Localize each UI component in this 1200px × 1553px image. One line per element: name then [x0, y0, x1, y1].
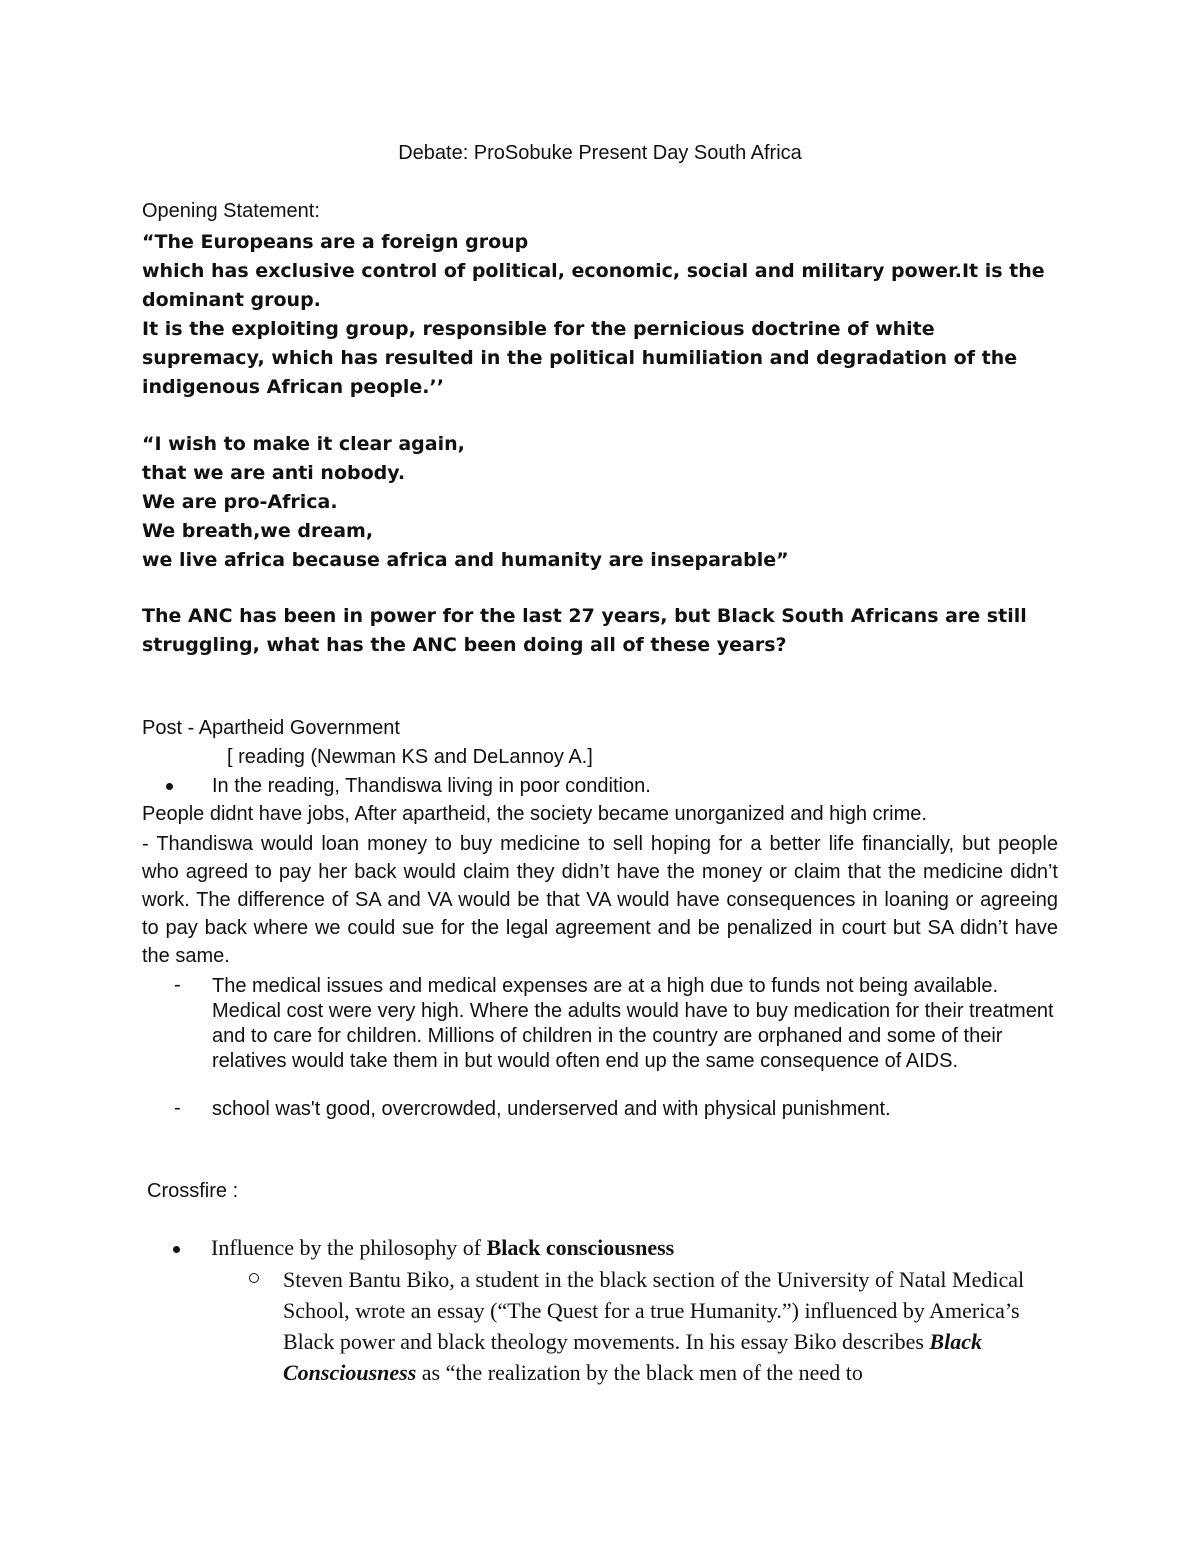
circle-bullet-icon: [249, 1273, 259, 1283]
bullet-text: In the reading, Thandiswa living in poor condition.: [212, 775, 651, 797]
medical-issues-item: The medical issues and medical expenses are at a high due to funds not being available. Medical cost were very high. Where the adults would have to buy medication for their treatment and to care for children. Millions of children in the country are orphaned and some of their relatives would take them in but would often end up the same consequence of AIDS.: [212, 975, 1054, 1072]
quote-line: supremacy, which has resulted in the political humiliation and degradation of the: [142, 347, 1018, 369]
biko-text-1: Steven Bantu Biko, a student in the black section of the University of Natal Medical School, wrote an essay (“The Quest for a true Humanity.”) influenced by America’s Black power and black theology movements. In his essay Biko describes: [283, 1267, 1025, 1354]
quote-line: We are pro-Africa.: [142, 491, 338, 513]
bullet-icon: [173, 1246, 180, 1253]
quote-line: It is the exploiting group, responsible for the pernicious doctrine of white: [142, 318, 935, 340]
opening-heading: Opening Statement:: [142, 200, 320, 222]
loan-paragraph: - Thandiswa would loan money to buy medicine to sell hoping for a better life financially, but people who agreed to pay her back would claim they didn’t have the money or claim that the medicine didn’t work. The difference of SA and VA would be that VA would have consequences in loaning or agreeing to pay back where we could sue for the legal agreement and be penalized in court but SA didn’t have the same.: [142, 833, 1058, 967]
school-item: school was't good, overcrowded, underserved and with physical punishment.: [212, 1098, 891, 1120]
bullet-icon: [166, 783, 173, 790]
dash-marker: -: [174, 974, 181, 996]
crossfire-heading: Crossfire :: [147, 1180, 239, 1202]
quote-line: “The Europeans are a foreign group: [142, 231, 529, 253]
crossfire-bullet: [211, 1235, 674, 1261]
anc-line: struggling, what has the ANC been doing all of these years?: [142, 634, 787, 656]
biko-text-2: as “the realization by the black men of the need to: [416, 1360, 863, 1385]
quote-line: “I wish to make it clear again,: [142, 433, 465, 455]
dash-marker: -: [174, 1097, 181, 1119]
opening-quote-1: [142, 228, 1045, 402]
quote-line: which has exclusive control of political, economic, social and military power.It is the: [142, 260, 1045, 282]
bullet-prefix: Influence by the philosophy of: [211, 1235, 487, 1260]
quote-line: We breath,we dream,: [142, 520, 374, 542]
opening-quote-2: [142, 430, 789, 575]
anc-question: [142, 602, 1027, 660]
quote-line: that we are anti nobody.: [142, 462, 406, 484]
biko-paragraph: [283, 1264, 1063, 1388]
anc-line: The ANC has been in power for the last 27 years, but Black South Africans are still: [142, 605, 1027, 627]
reading-reference: [ reading (Newman KS and DeLannoy A.]: [227, 746, 593, 768]
document-title: Debate: ProSobuke Present Day South Africa: [398, 142, 802, 164]
quote-line: indigenous African people.’’: [142, 376, 444, 398]
black-consciousness-emphasis: Black Consciousness: [283, 1329, 982, 1385]
jobs-line: People didnt have jobs, After apartheid, the society became unorganized and high crime.: [142, 803, 927, 825]
quote-line: dominant group.: [142, 289, 321, 311]
post-apartheid-heading: Post - Apartheid Government: [142, 717, 400, 739]
quote-line: we live africa because africa and humanity are inseparable”: [142, 549, 789, 571]
black-consciousness-term: Black consciousness: [486, 1235, 675, 1260]
